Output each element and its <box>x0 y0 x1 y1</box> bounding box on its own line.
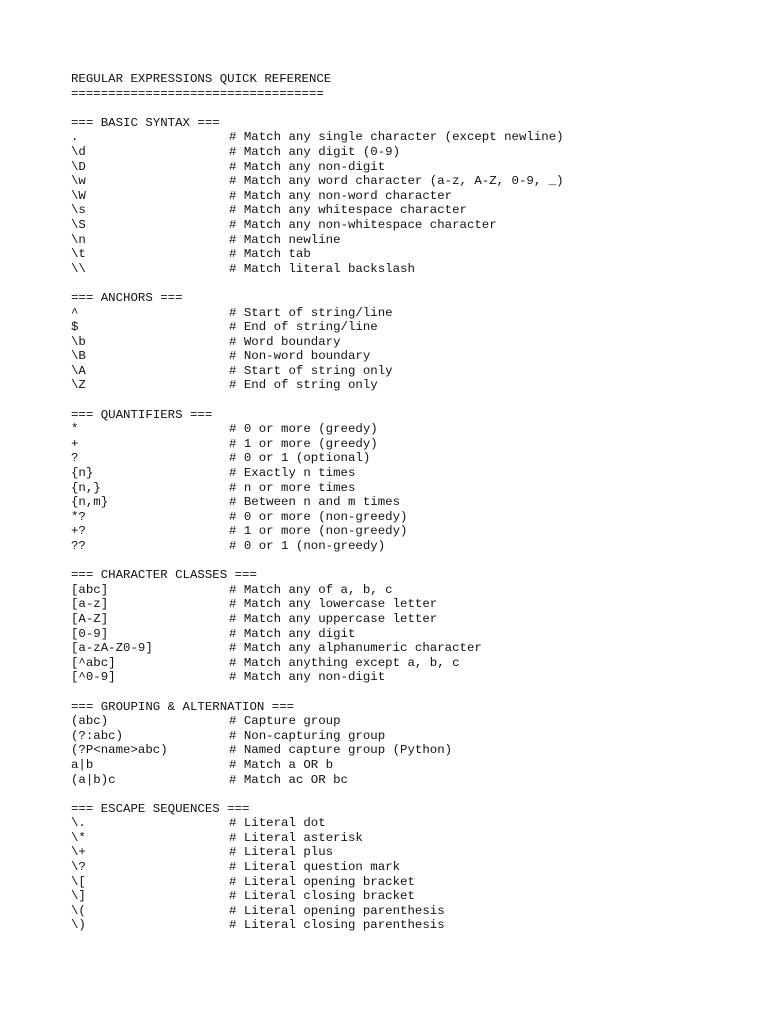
regex-token: \+ <box>71 845 86 860</box>
regex-description: # Match literal backslash <box>229 261 415 276</box>
regex-description: # Start of string/line <box>229 305 393 320</box>
reference-row <box>71 670 758 685</box>
reference-row <box>71 262 758 277</box>
reference-row <box>71 335 758 350</box>
blank-line <box>71 685 758 700</box>
regex-description: # End of string only <box>229 378 378 393</box>
regex-description: # Non-word boundary <box>229 349 371 364</box>
reference-row <box>71 860 758 875</box>
title-underline: ================================== <box>71 86 324 101</box>
regex-description: # Match any uppercase letter <box>229 611 438 626</box>
reference-row <box>71 641 758 656</box>
reference-row <box>71 729 758 744</box>
regex-description: # n or more times <box>229 480 356 495</box>
regex-description: # Match any single character (except newline) <box>229 130 564 145</box>
regex-token: \B <box>71 349 86 364</box>
reference-row <box>71 306 758 321</box>
regex-description: # Literal dot <box>229 816 326 831</box>
regex-description: # Literal opening bracket <box>229 874 415 889</box>
document-title: REGULAR EXPRESSIONS QUICK REFERENCE <box>71 72 332 86</box>
regex-description: # 0 or 1 (non-greedy) <box>229 539 386 553</box>
regex-token: \w <box>71 174 86 189</box>
regex-token: \s <box>71 203 86 218</box>
reference-row <box>71 495 758 510</box>
regex-description: # Match any whitespace character <box>229 203 467 218</box>
blank-line <box>71 787 758 802</box>
regex-token: \. <box>71 816 86 831</box>
reference-row <box>71 918 758 933</box>
regex-token: \A <box>71 363 86 378</box>
regex-token: * <box>71 422 79 437</box>
document-page <box>71 72 758 933</box>
regex-token: \b <box>71 334 86 349</box>
reference-row <box>71 130 758 145</box>
regex-token: (?P<name>abc) <box>71 743 168 758</box>
regex-token: [0-9] <box>71 626 109 641</box>
regex-token: [^abc] <box>71 655 116 670</box>
regex-token: (abc) <box>71 714 109 729</box>
regex-token: \W <box>71 188 86 203</box>
reference-row <box>71 481 758 496</box>
regex-description: # End of string/line <box>229 320 378 335</box>
regex-token: {n,} <box>71 480 101 495</box>
reference-row <box>71 466 758 481</box>
regex-token: \S <box>71 217 86 232</box>
regex-token: ? <box>71 451 79 466</box>
regex-token: a|b <box>71 757 94 772</box>
regex-token: ^ <box>71 305 79 320</box>
reference-row <box>71 510 758 525</box>
regex-description: # Match any alphanumeric character <box>229 641 482 656</box>
regex-description: # 0 or more (greedy) <box>229 422 378 437</box>
regex-description: # Match ac OR bc <box>229 772 348 787</box>
reference-row <box>71 189 758 204</box>
regex-description: # 0 or 1 (optional) <box>229 451 371 466</box>
regex-description: # Literal closing bracket <box>229 889 415 904</box>
regex-description: # 1 or more (non-greedy) <box>229 524 408 539</box>
regex-description: # Between n and m times <box>229 495 401 510</box>
reference-row <box>71 773 758 788</box>
reference-row <box>71 597 758 612</box>
regex-token: {n,m} <box>71 495 109 510</box>
section-header: === QUANTIFIERS === <box>71 407 213 422</box>
regex-token: [abc] <box>71 582 109 597</box>
regex-token: \? <box>71 860 86 875</box>
regex-description: # Match any non-digit <box>229 159 386 174</box>
reference-row <box>71 743 758 758</box>
section-header: === BASIC SYNTAX === <box>71 115 220 130</box>
regex-token: +? <box>71 524 86 539</box>
regex-description: # Match tab <box>229 247 311 262</box>
regex-description: # Match any of a, b, c <box>229 582 393 597</box>
blank-line <box>71 554 758 569</box>
reference-row <box>71 904 758 919</box>
regex-token: \) <box>71 918 86 933</box>
reference-row <box>71 627 758 642</box>
regex-token: \D <box>71 159 86 174</box>
regex-description: # Match any digit <box>229 626 356 641</box>
reference-row <box>71 524 758 539</box>
section-header: === GROUPING & ALTERNATION === <box>71 699 295 714</box>
regex-token: \t <box>71 247 86 262</box>
regex-description: # Match any lowercase letter <box>229 597 438 612</box>
reference-row <box>71 758 758 773</box>
regex-description: # Literal opening parenthesis <box>229 903 445 918</box>
reference-row <box>71 583 758 598</box>
regex-token: [^0-9] <box>71 670 116 685</box>
regex-description: # Word boundary <box>229 334 341 349</box>
regex-description: # Match newline <box>229 232 341 247</box>
regex-description: # Literal asterisk <box>229 830 363 845</box>
section-header: === CHARACTER CLASSES === <box>71 568 257 583</box>
regex-description: # Match a OR b <box>229 757 334 772</box>
regex-token: *? <box>71 509 86 524</box>
regex-description: # Match any non-word character <box>229 188 453 203</box>
regex-token: \Z <box>71 378 86 393</box>
reference-row <box>71 831 758 846</box>
regex-description: # Exactly n times <box>229 466 356 481</box>
regex-description: # Start of string only <box>229 363 393 378</box>
regex-token: \( <box>71 903 86 918</box>
reference-row <box>71 714 758 729</box>
blank-line <box>71 393 758 408</box>
regex-token: $ <box>71 320 79 335</box>
regex-token: \] <box>71 889 86 904</box>
reference-row <box>71 422 758 437</box>
regex-description: # Match any non-whitespace character <box>229 217 497 232</box>
regex-token: {n} <box>71 466 94 481</box>
reference-row <box>71 378 758 393</box>
regex-token: ?? <box>71 539 86 553</box>
regex-token: [a-z] <box>71 597 109 612</box>
regex-description: # Match any non-digit <box>229 670 386 685</box>
reference-row <box>71 451 758 466</box>
regex-token: + <box>71 436 79 451</box>
regex-token: (?:abc) <box>71 728 124 743</box>
reference-row <box>71 349 758 364</box>
reference-row <box>71 816 758 831</box>
regex-description: # Literal question mark <box>229 860 401 875</box>
regex-token: \[ <box>71 874 86 889</box>
regex-description: # Non-capturing group <box>229 728 386 743</box>
blank-line <box>71 101 758 116</box>
section-header: === ANCHORS === <box>71 290 183 305</box>
reference-row <box>71 845 758 860</box>
regex-description: # Match anything except a, b, c <box>229 655 460 670</box>
reference-row <box>71 437 758 452</box>
blank-line <box>71 276 758 291</box>
regex-token: (a|b)c <box>71 772 116 787</box>
reference-row <box>71 218 758 233</box>
reference-row <box>71 320 758 335</box>
reference-row <box>71 889 758 904</box>
reference-row <box>71 612 758 627</box>
regex-description: # 0 or more (non-greedy) <box>229 509 408 524</box>
reference-row <box>71 145 758 160</box>
reference-row <box>71 539 758 554</box>
regex-token: \d <box>71 144 86 159</box>
regex-description: # Literal plus <box>229 845 334 860</box>
regex-token: \\ <box>71 261 86 276</box>
regex-token: \* <box>71 830 86 845</box>
reference-row <box>71 875 758 890</box>
regex-token: [A-Z] <box>71 611 109 626</box>
regex-description: # Match any word character (a-z, A-Z, 0-9, _) <box>229 174 564 189</box>
reference-row <box>71 174 758 189</box>
regex-description: # Capture group <box>229 714 341 729</box>
reference-row <box>71 364 758 379</box>
regex-token: \n <box>71 232 86 247</box>
regex-description: # Named capture group (Python) <box>229 743 453 758</box>
regex-description: # Literal closing parenthesis <box>229 918 445 933</box>
regex-description: # 1 or more (greedy) <box>229 436 378 451</box>
sections-container <box>71 101 758 933</box>
regex-description: # Match any digit (0-9) <box>229 144 401 159</box>
reference-row <box>71 160 758 175</box>
reference-row <box>71 203 758 218</box>
reference-row <box>71 656 758 671</box>
reference-row <box>71 247 758 262</box>
regex-token: [a-zA-Z0-9] <box>71 641 153 656</box>
regex-token: . <box>71 130 79 145</box>
reference-row <box>71 233 758 248</box>
section-header: === ESCAPE SEQUENCES === <box>71 801 250 816</box>
